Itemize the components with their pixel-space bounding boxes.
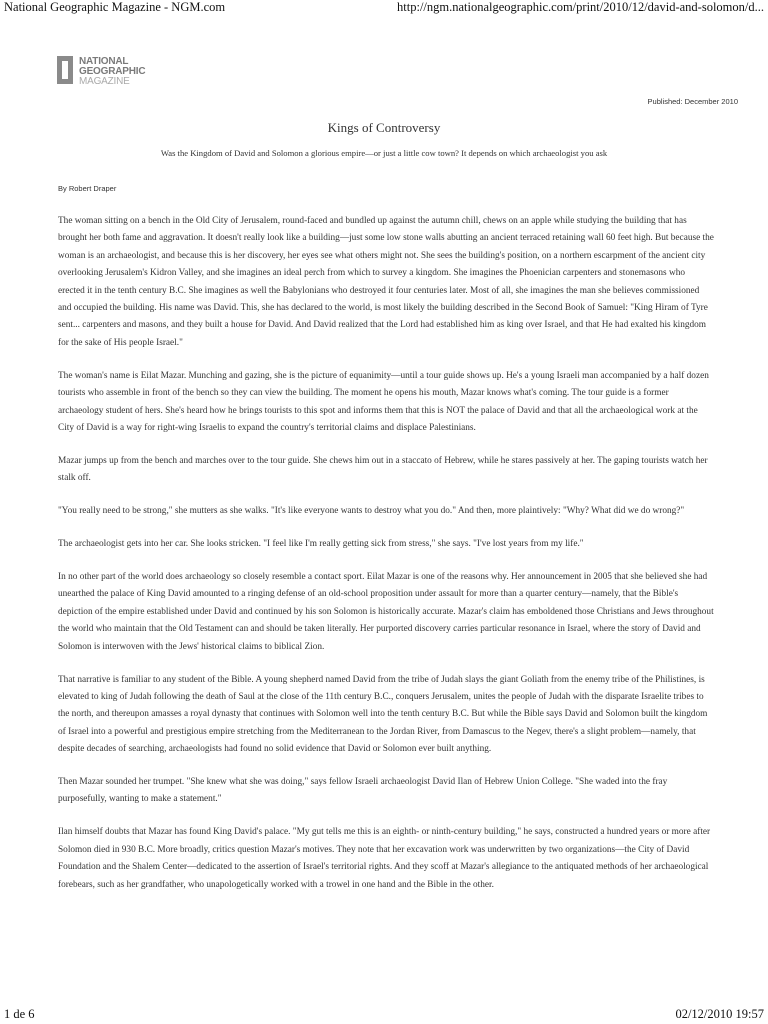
article-paragraph: Ilan himself doubts that Mazar has found King David's palace. "My gut tells me this is an eighth- or ninth-century building," he says, constructed a hundred years or more after Solomon died in 930 B.C. More broadly, critics question Mazar's motives. They note that her excavation work was underwritten by two organizations—the City of David Foundation and the Shalem Center—dedicated to the assertion of Israel's territorial rights. And they scoff at Mazar's allegiance to the antiquated methods of her archaeological forebears, such as her grandfather, who unapologetically worked with a trowel in one hand and the Bible in the other. xyxy=(58,827,711,890)
article-paragraph: The archaeologist gets into her car. She looks stricken. "I feel like I'm really getting sick from stress," she says. "I've lost years from my life." xyxy=(58,539,584,550)
article-paragraph: The woman sitting on a bench in the Old City of Jerusalem, round-faced and bundled up against the autumn chill, chews on an apple while studying the building that has brought her both fame and aggravation. It doesn't really look like a building—just some low stone walls abutting an ancient terraced retaining wall 60 feet high. But because the woman is an archaeologist, and because this is her discovery, her eyes see what others might not. She sees the building's position, on a northern escarpment of the ancient city overlooking Jerusalem's Kidron Valley, and she imagines an ideal perch from which to survey a kingdom. She imagines the Phoenician carpenters and stonemasons who erected it in the tenth century B.C. She imagines as well the Babylonians who destroyed it four centuries later. Most of all, she imagines the man she believes commissioned and occupied the building. His name was David. This, she has declared to the world, is most likely the building described in the Second Book of Samuel: "King Hiram of Tyre sent... carpenters and masons, and they built a house for David. And David realized that the Lord had established him as king over Israel, and that He had exalted his kingdom for the sake of His people Israel." xyxy=(58,216,714,348)
article-paragraph: The woman's name is Eilat Mazar. Munching and gazing, she is the picture of equanimity—until a tour guide shows up. He's a young Israeli man accompanied by a half dozen tourists who assemble in front of the bench so they can view the building. The moment he opens his mouth, Mazar knows what's coming. The tour guide is a former archaeology student of hers. She's heard how he brings tourists to this spot and informs them that this is NOT the palace of David and that all the archaeological work at the City of David is a way for right-wing Israelis to expand the country's territorial claims and displace Palestinians. xyxy=(58,370,709,433)
print-footer xyxy=(0,1006,768,1024)
site-title: National Geographic Magazine - NGM.com xyxy=(4,0,226,14)
article-paragraph: Mazar jumps up from the bench and marches over to the tour guide. She chews him out in a staccato of Hebrew, while he stares passively at her. The gaping tourists watch her stalk off. xyxy=(58,455,708,484)
article-headline: Kings of Controversy xyxy=(327,120,441,135)
article-paragraph: "You really need to be strong," she mutters as she walks. "It's like everyone wants to destroy what you do." And then, more plaintively: "Why? What did we do wrong?" xyxy=(58,506,685,517)
yellow-border-icon xyxy=(57,56,73,84)
logo-line-geographic: GEOGRAPHIC xyxy=(79,66,146,77)
page-number: 1 de 6 xyxy=(4,1007,35,1021)
national-geographic-logo xyxy=(57,56,167,92)
article-byline: By Robert Draper xyxy=(58,184,117,193)
print-header xyxy=(0,0,768,16)
page-url: http://ngm.nationalgeographic.com/print/2010/12/david-and-solomon/d... xyxy=(397,0,764,14)
article-paragraph: That narrative is familiar to any student of the Bible. A young shepherd named David from the tribe of Judah slays the giant Goliath from the enemy tribe of the Philistines, is elevated to king of Judah following the death of Saul at the close of the 11th century B.C., conquers Jerusalem, unites the people of Judah with the disparate Israelite tribes to the north, and thereupon amasses a royal dynasty that continues with Solomon well into the tenth century B.C. But while the Bible says David and Solomon built the kingdom of Israel into a powerful and prestigious empire stretching from the Mediterranean to the Jordan River, from Damascus to the Negev, there's a slight problem—namely, that despite decades of searching, archaeologists had found no solid evidence that David or Solomon ever built anything. xyxy=(58,674,708,755)
print-datetime: 02/12/2010 19:57 xyxy=(675,1007,764,1021)
article-body xyxy=(58,213,714,910)
published-date: Published: December 2010 xyxy=(647,97,738,106)
article-paragraph: In no other part of the world does archaeology so closely resemble a contact sport. Eilat Mazar is one of the reasons why. Her announcement in 2005 that she believed she had unearthed the palace of King David amounted to a ringing defense of an old-school proposition under assault for more than a quarter century—namely, that the Bible's depiction of the empire established under David and continued by his son Solomon is historically accurate. Mazar's claim has emboldened those Christians and Jews throughout the world who maintain that the Old Testament can and should be taken literally. Her purported discovery carries particular resonance in Israel, where the story of David and Solomon is interwoven with the Jews' historical claims to biblical Zion. xyxy=(58,572,714,652)
logo-line-national: NATIONAL xyxy=(79,56,129,67)
article-deck: Was the Kingdom of David and Solomon a glorious empire—or just a little cow town? It depends on which archaeologist you ask xyxy=(160,148,608,158)
logo-line-magazine: MAGAZINE xyxy=(79,76,130,87)
article-paragraph: Then Mazar sounded her trumpet. "She knew what she was doing," says fellow Israeli archaeologist David Ilan of Hebrew Union College. "She waded into the fray purposefully, wanting to make a statement." xyxy=(58,777,668,805)
